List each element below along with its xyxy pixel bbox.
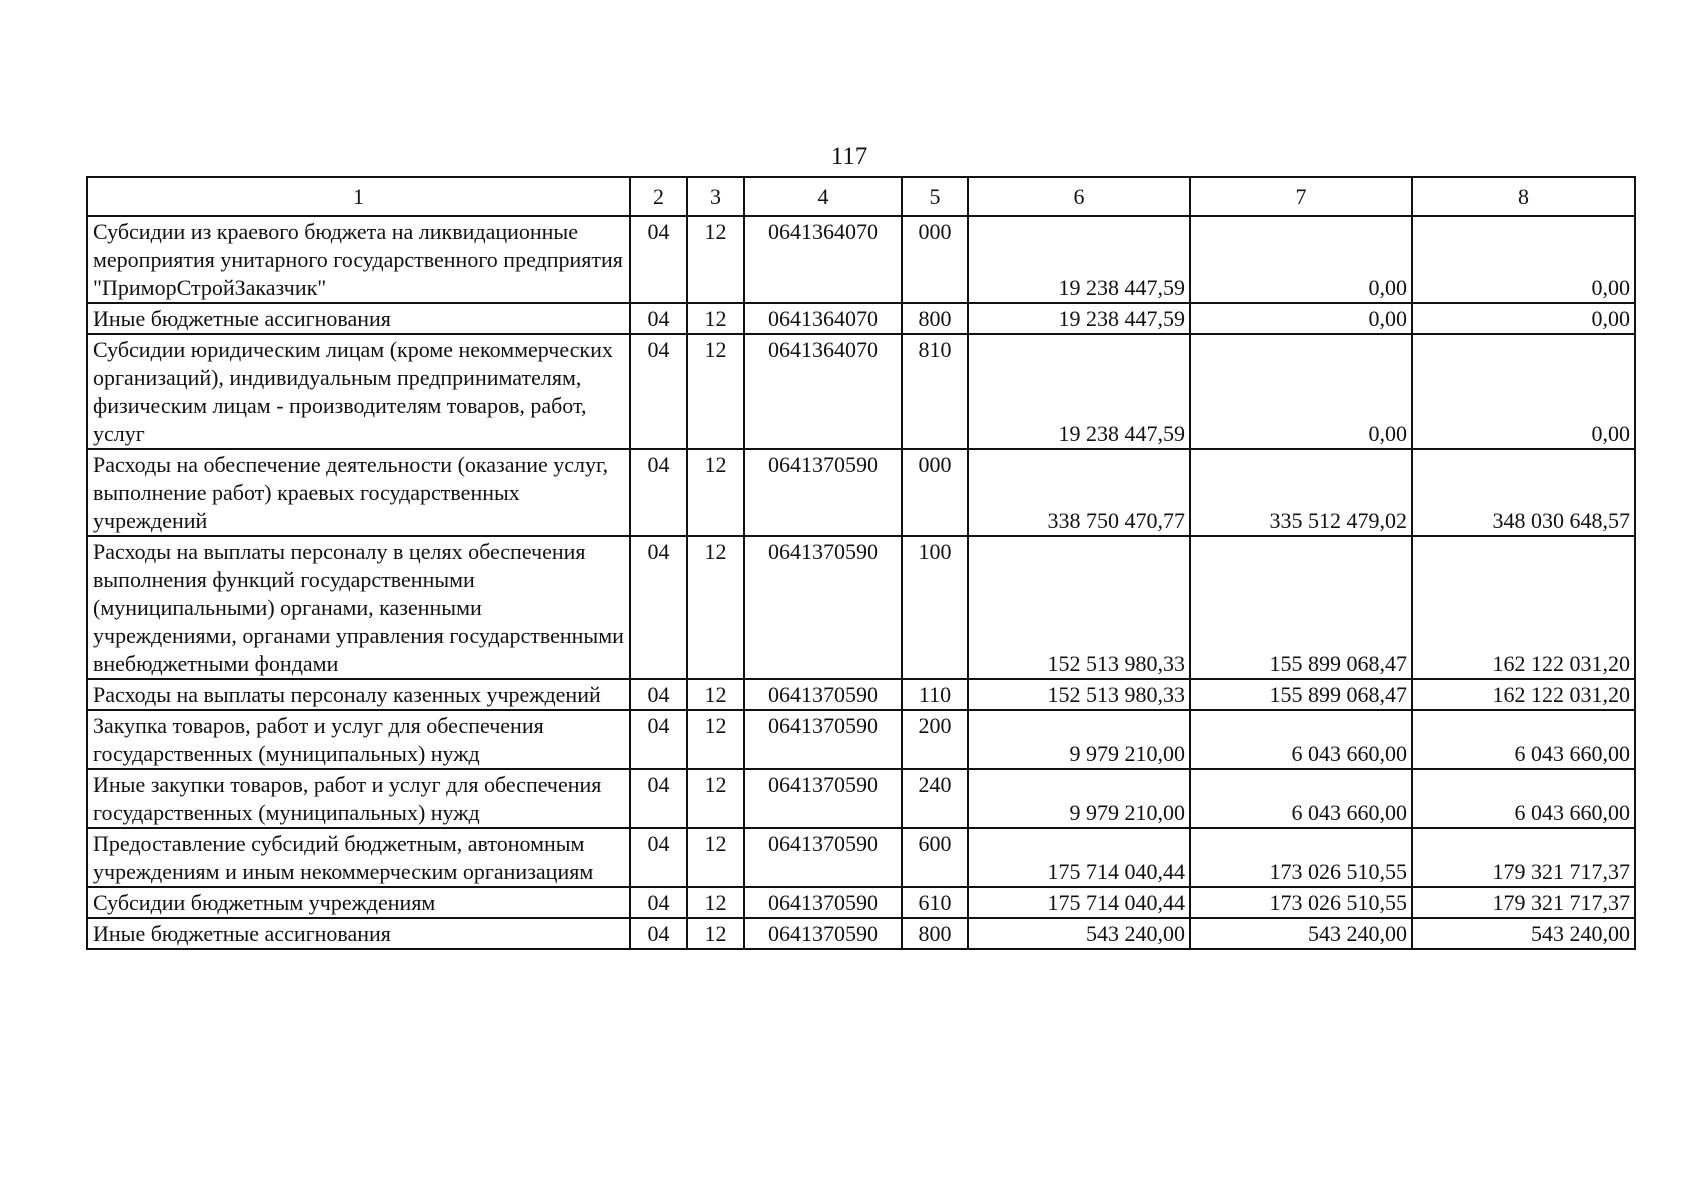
page-number: 117 bbox=[830, 143, 868, 170]
target-article-code: 0641370590 bbox=[744, 887, 902, 918]
amount-col7: 335 512 479,02 bbox=[1190, 449, 1412, 536]
amount-col8: 162 122 031,20 bbox=[1412, 536, 1635, 679]
amount-col8: 0,00 bbox=[1412, 334, 1635, 449]
amount-col6: 19 238 447,59 bbox=[968, 216, 1190, 303]
section-code: 04 bbox=[630, 769, 687, 828]
amount-col6: 19 238 447,59 bbox=[968, 303, 1190, 334]
expense-type-code: 810 bbox=[902, 334, 968, 449]
subsection-code: 12 bbox=[687, 769, 744, 828]
amount-col7: 543 240,00 bbox=[1190, 918, 1412, 949]
section-code: 04 bbox=[630, 334, 687, 449]
table-row bbox=[87, 216, 1635, 303]
expense-type-code: 100 bbox=[902, 536, 968, 679]
expense-type-code: 000 bbox=[902, 449, 968, 536]
target-article-code: 0641370590 bbox=[744, 679, 902, 710]
amount-col6: 152 513 980,33 bbox=[968, 679, 1190, 710]
target-article-code: 0641364070 bbox=[744, 303, 902, 334]
table-row bbox=[87, 334, 1635, 449]
table-row bbox=[87, 887, 1635, 918]
table-row bbox=[87, 828, 1635, 887]
section-code: 04 bbox=[630, 887, 687, 918]
header-row bbox=[87, 177, 1635, 216]
expense-type-code: 800 bbox=[902, 918, 968, 949]
amount-col6: 19 238 447,59 bbox=[968, 334, 1190, 449]
row-name: Расходы на выплаты персоналу в целях обеспечения выполнения функций государственными (муниципальными) органами, казенными учреждениями, органами управления государственными внебюджетными фондами bbox=[87, 536, 630, 679]
column-header: 5 bbox=[902, 177, 968, 216]
amount-col6: 9 979 210,00 bbox=[968, 710, 1190, 769]
expense-type-code: 000 bbox=[902, 216, 968, 303]
row-name: Расходы на выплаты персоналу казенных учреждений bbox=[87, 679, 630, 710]
amount-col8: 179 321 717,37 bbox=[1412, 887, 1635, 918]
target-article-code: 0641364070 bbox=[744, 216, 902, 303]
section-code: 04 bbox=[630, 449, 687, 536]
amount-col6: 152 513 980,33 bbox=[968, 536, 1190, 679]
amount-col6: 175 714 040,44 bbox=[968, 828, 1190, 887]
amount-col7: 155 899 068,47 bbox=[1190, 536, 1412, 679]
section-code: 04 bbox=[630, 918, 687, 949]
amount-col7: 173 026 510,55 bbox=[1190, 828, 1412, 887]
amount-col8: 179 321 717,37 bbox=[1412, 828, 1635, 887]
section-code: 04 bbox=[630, 679, 687, 710]
section-code: 04 bbox=[630, 303, 687, 334]
amount-col8: 6 043 660,00 bbox=[1412, 710, 1635, 769]
target-article-code: 0641370590 bbox=[744, 710, 902, 769]
row-name: Иные бюджетные ассигнования bbox=[87, 918, 630, 949]
amount-col8: 348 030 648,57 bbox=[1412, 449, 1635, 536]
amount-col7: 0,00 bbox=[1190, 334, 1412, 449]
amount-col6: 338 750 470,77 bbox=[968, 449, 1190, 536]
amount-col8: 0,00 bbox=[1412, 216, 1635, 303]
amount-col7: 0,00 bbox=[1190, 303, 1412, 334]
expense-type-code: 610 bbox=[902, 887, 968, 918]
amount-col8: 6 043 660,00 bbox=[1412, 769, 1635, 828]
target-article-code: 0641370590 bbox=[744, 918, 902, 949]
row-name: Субсидии из краевого бюджета на ликвидационные мероприятия унитарного государственного предприятия "ПриморСтройЗаказчик" bbox=[87, 216, 630, 303]
section-code: 04 bbox=[630, 216, 687, 303]
amount-col6: 543 240,00 bbox=[968, 918, 1190, 949]
row-name: Закупка товаров, работ и услуг для обеспечения государственных (муниципальных) нужд bbox=[87, 710, 630, 769]
subsection-code: 12 bbox=[687, 449, 744, 536]
column-header: 6 bbox=[968, 177, 1190, 216]
column-header: 1 bbox=[87, 177, 630, 216]
subsection-code: 12 bbox=[687, 216, 744, 303]
target-article-code: 0641370590 bbox=[744, 449, 902, 536]
target-article-code: 0641370590 bbox=[744, 769, 902, 828]
subsection-code: 12 bbox=[687, 679, 744, 710]
expense-type-code: 240 bbox=[902, 769, 968, 828]
amount-col7: 6 043 660,00 bbox=[1190, 769, 1412, 828]
subsection-code: 12 bbox=[687, 828, 744, 887]
table-row bbox=[87, 710, 1635, 769]
amount-col7: 6 043 660,00 bbox=[1190, 710, 1412, 769]
section-code: 04 bbox=[630, 828, 687, 887]
table-row bbox=[87, 679, 1635, 710]
amount-col6: 175 714 040,44 bbox=[968, 887, 1190, 918]
table-row bbox=[87, 536, 1635, 679]
row-name: Предоставление субсидий бюджетным, автономным учреждениям и иным некоммерческим организациям bbox=[87, 828, 630, 887]
expense-type-code: 110 bbox=[902, 679, 968, 710]
amount-col6: 9 979 210,00 bbox=[968, 769, 1190, 828]
amount-col7: 0,00 bbox=[1190, 216, 1412, 303]
section-code: 04 bbox=[630, 536, 687, 679]
amount-col8: 543 240,00 bbox=[1412, 918, 1635, 949]
expense-type-code: 600 bbox=[902, 828, 968, 887]
subsection-code: 12 bbox=[687, 710, 744, 769]
table-row bbox=[87, 449, 1635, 536]
amount-col7: 155 899 068,47 bbox=[1190, 679, 1412, 710]
table-row bbox=[87, 303, 1635, 334]
expense-type-code: 800 bbox=[902, 303, 968, 334]
subsection-code: 12 bbox=[687, 887, 744, 918]
column-header: 7 bbox=[1190, 177, 1412, 216]
subsection-code: 12 bbox=[687, 303, 744, 334]
table-row bbox=[87, 769, 1635, 828]
amount-col7: 173 026 510,55 bbox=[1190, 887, 1412, 918]
subsection-code: 12 bbox=[687, 334, 744, 449]
row-name: Субсидии бюджетным учреждениям bbox=[87, 887, 630, 918]
row-name: Иные закупки товаров, работ и услуг для обеспечения государственных (муниципальных) нужд bbox=[87, 769, 630, 828]
column-header: 4 bbox=[744, 177, 902, 216]
amount-col8: 0,00 bbox=[1412, 303, 1635, 334]
subsection-code: 12 bbox=[687, 918, 744, 949]
target-article-code: 0641370590 bbox=[744, 828, 902, 887]
row-name: Иные бюджетные ассигнования bbox=[87, 303, 630, 334]
row-name: Субсидии юридическим лицам (кроме некоммерческих организаций), индивидуальным предпринимателям, физическим лицам - производителям товаров, работ, услуг bbox=[87, 334, 630, 449]
target-article-code: 0641364070 bbox=[744, 334, 902, 449]
subsection-code: 12 bbox=[687, 536, 744, 679]
amount-col8: 162 122 031,20 bbox=[1412, 679, 1635, 710]
target-article-code: 0641370590 bbox=[744, 536, 902, 679]
section-code: 04 bbox=[630, 710, 687, 769]
table-row bbox=[87, 918, 1635, 949]
column-header: 2 bbox=[630, 177, 687, 216]
expense-type-code: 200 bbox=[902, 710, 968, 769]
row-name: Расходы на обеспечение деятельности (оказание услуг, выполнение работ) краевых государственных учреждений bbox=[87, 449, 630, 536]
column-header: 3 bbox=[687, 177, 744, 216]
column-header: 8 bbox=[1412, 177, 1635, 216]
budget-table bbox=[86, 176, 1636, 950]
